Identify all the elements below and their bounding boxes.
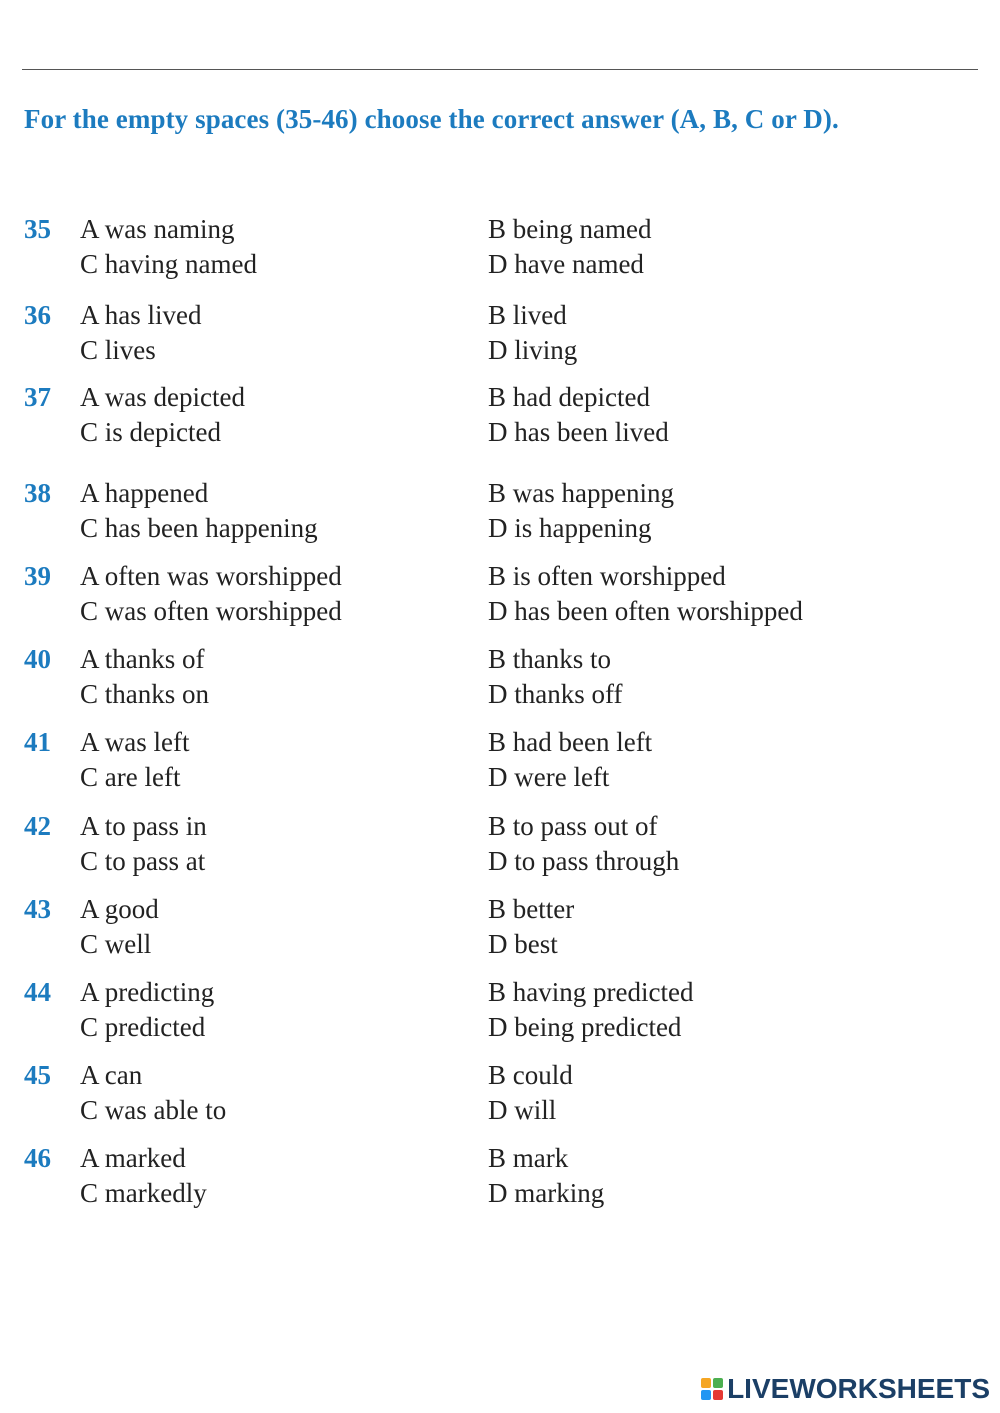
question-37 xyxy=(0,381,1000,451)
option-d[interactable]: D to pass through xyxy=(488,846,680,876)
option-a[interactable]: A was left xyxy=(80,727,190,757)
question-38 xyxy=(0,477,1000,547)
question-number: 45 xyxy=(24,1060,51,1090)
question-number: 40 xyxy=(24,644,51,674)
option-b[interactable]: B thanks to xyxy=(488,644,612,674)
brand-name: LIVEWORKSHEETS xyxy=(727,1373,990,1404)
option-a[interactable]: A predicting xyxy=(80,977,215,1007)
option-a[interactable]: A good xyxy=(80,894,159,924)
question-number: 39 xyxy=(24,561,51,591)
option-a[interactable]: A happened xyxy=(80,478,209,508)
option-b[interactable]: B mark xyxy=(488,1143,569,1173)
question-41 xyxy=(0,726,1000,796)
option-b[interactable]: B being named xyxy=(488,214,652,244)
liveworksheets-logo-icon xyxy=(701,1378,723,1400)
question-44 xyxy=(0,976,1000,1046)
option-c[interactable]: C markedly xyxy=(80,1178,207,1208)
question-39 xyxy=(0,560,1000,630)
option-b[interactable]: B was happening xyxy=(488,478,674,508)
option-c[interactable]: C was able to xyxy=(80,1095,227,1125)
option-d[interactable]: D is happening xyxy=(488,513,652,543)
option-a[interactable]: A has lived xyxy=(80,300,202,330)
option-d[interactable]: D has been often worshipped xyxy=(488,596,803,626)
question-number: 36 xyxy=(24,300,51,330)
option-b[interactable]: B had depicted xyxy=(488,382,650,412)
option-d[interactable]: D being predicted xyxy=(488,1012,682,1042)
question-number: 46 xyxy=(24,1143,51,1173)
question-number: 43 xyxy=(24,894,51,924)
option-c[interactable]: C to pass at xyxy=(80,846,206,876)
option-b[interactable]: B had been left xyxy=(488,727,653,757)
question-number: 37 xyxy=(24,382,51,412)
question-46 xyxy=(0,1142,1000,1212)
option-b[interactable]: B better xyxy=(488,894,575,924)
question-number: 38 xyxy=(24,478,51,508)
option-a[interactable]: A was depicted xyxy=(80,382,245,412)
option-d[interactable]: D have named xyxy=(488,249,644,279)
question-number: 44 xyxy=(24,977,51,1007)
top-divider xyxy=(22,69,978,70)
option-c[interactable]: C well xyxy=(80,929,152,959)
option-a[interactable]: A was naming xyxy=(80,214,235,244)
liveworksheets-brand xyxy=(701,1371,990,1407)
option-d[interactable]: D living xyxy=(488,335,578,365)
question-40 xyxy=(0,643,1000,713)
option-d[interactable]: D were left xyxy=(488,762,610,792)
option-d[interactable]: D has been lived xyxy=(488,417,669,447)
option-d[interactable]: D will xyxy=(488,1095,557,1125)
question-35 xyxy=(0,213,1000,283)
option-c[interactable]: C is depicted xyxy=(80,417,221,447)
option-d[interactable]: D best xyxy=(488,929,558,959)
option-d[interactable]: D thanks off xyxy=(488,679,623,709)
option-a[interactable]: A thanks of xyxy=(80,644,205,674)
question-43 xyxy=(0,893,1000,963)
option-b[interactable]: B having predicted xyxy=(488,977,694,1007)
option-a[interactable]: A can xyxy=(80,1060,143,1090)
question-42 xyxy=(0,810,1000,880)
option-b[interactable]: B is often worshipped xyxy=(488,561,726,591)
option-d[interactable]: D marking xyxy=(488,1178,605,1208)
option-a[interactable]: A often was worshipped xyxy=(80,561,342,591)
question-36 xyxy=(0,299,1000,369)
question-number: 41 xyxy=(24,727,51,757)
option-c[interactable]: C having named xyxy=(80,249,257,279)
option-a[interactable]: A marked xyxy=(80,1143,186,1173)
question-45 xyxy=(0,1059,1000,1129)
option-c[interactable]: C predicted xyxy=(80,1012,206,1042)
option-b[interactable]: B to pass out of xyxy=(488,811,658,841)
option-c[interactable]: C has been happening xyxy=(80,513,318,543)
option-b[interactable]: B could xyxy=(488,1060,573,1090)
option-c[interactable]: C lives xyxy=(80,335,156,365)
instruction-heading: For the empty spaces (35-46) choose the correct answer (A, B, C or D). xyxy=(24,104,839,134)
option-c[interactable]: C was often worshipped xyxy=(80,596,342,626)
option-a[interactable]: A to pass in xyxy=(80,811,207,841)
option-c[interactable]: C are left xyxy=(80,762,181,792)
option-b[interactable]: B lived xyxy=(488,300,567,330)
question-number: 42 xyxy=(24,811,51,841)
option-c[interactable]: C thanks on xyxy=(80,679,210,709)
question-number: 35 xyxy=(24,214,51,244)
